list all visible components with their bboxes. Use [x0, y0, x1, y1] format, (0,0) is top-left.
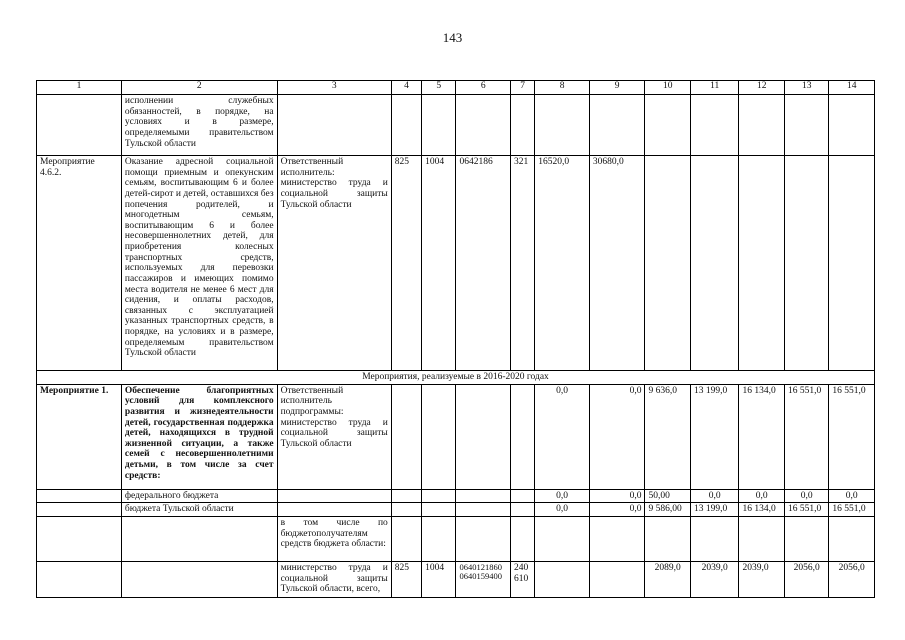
table-cell — [535, 95, 590, 156]
cell-line: 0640159400 — [459, 571, 502, 582]
cell-line: 240 — [514, 562, 529, 573]
table-cell — [511, 489, 535, 503]
table-cell: 0,0 — [535, 489, 590, 503]
table-cell — [511, 503, 535, 517]
activity-description: Обеспечение благоприятных условий для комплексного развития и жизнедеятельности детей, государственная поддержка детей, находящихся в трудной жизненной ситуации, а также семей с несовершеннолетними детьми, в том числе за счет средств: — [121, 384, 277, 489]
table-cell: 16 551,0 — [829, 503, 875, 517]
table-cell: 16 551,0 — [784, 503, 828, 517]
table-cell — [511, 516, 535, 561]
table-cell: 0,0 — [829, 489, 875, 503]
column-header: 9 — [589, 81, 645, 95]
table-cell: 0642186 — [456, 156, 511, 371]
table-cell — [391, 503, 421, 517]
column-header: 11 — [690, 81, 739, 95]
table-cell: 30680,0 — [589, 156, 645, 371]
table-cell: 16520,0 — [535, 156, 590, 371]
table-cell — [391, 489, 421, 503]
table-cell — [37, 503, 122, 517]
table-cell — [784, 516, 828, 561]
table-cell — [589, 516, 645, 561]
cell-line: 0640121860 — [459, 561, 502, 572]
table-row — [37, 95, 875, 156]
table-cell — [456, 561, 511, 597]
table-cell: 0,0 — [589, 384, 645, 489]
table-cell — [784, 95, 828, 156]
table-cell — [739, 95, 784, 156]
table-cell: 321 — [511, 156, 535, 371]
responsible-executor: Ответственный исполнитель: министерство труда и социальной защиты Тульской области — [277, 156, 391, 371]
table-cell — [456, 516, 511, 561]
table-cell — [535, 561, 590, 597]
table-cell: 0,0 — [784, 489, 828, 503]
table-cell — [690, 95, 739, 156]
column-header: 10 — [645, 81, 690, 95]
table-cell: 0,0 — [535, 384, 590, 489]
column-header: 12 — [739, 81, 784, 95]
table-cell — [391, 516, 421, 561]
column-header: 6 — [456, 81, 511, 95]
table-cell — [829, 516, 875, 561]
column-header: 3 — [277, 81, 391, 95]
table-cell — [37, 95, 122, 156]
budget-recipient: министерство труда и социальной защиты Тульской области, всего, — [277, 561, 391, 597]
activity-description: исполнении служебных обязанностей, в порядке, на условиях и в размере, определяемыми правительством Тульской области — [121, 95, 277, 156]
table-cell: 2056,0 — [784, 561, 828, 597]
column-header: 14 — [829, 81, 875, 95]
table-cell: 0,0 — [589, 503, 645, 517]
table-cell — [456, 489, 511, 503]
table-cell — [456, 503, 511, 517]
table-cell: 2089,0 — [645, 561, 690, 597]
table-row — [37, 561, 875, 597]
column-header: 7 — [511, 81, 535, 95]
table-cell: 16 134,0 — [739, 384, 784, 489]
activity-description: Оказание адресной социальной помощи приемным и опекунским семьям, воспитывающим 6 и более детей-сирот и детей, оставшихся без попечения родителей, и многодетным семьям, воспитывающим 6 и более несовершеннолетних детей, для приобретения колесных транспортных средств, используемых для перевозки пассажиров и имеющих помимо места водителя не менее 6 мест для сидения, и оплаты расходов, связанных с эксплуатацией указанных транспортных средств, в порядке, на условиях и в размере, определяемым правительством Тульской области — [121, 156, 277, 371]
table-cell — [37, 561, 122, 597]
table-cell — [784, 156, 828, 371]
table-cell — [422, 516, 456, 561]
table-row — [37, 156, 875, 371]
table-cell: 825 — [391, 156, 421, 371]
table-row — [37, 489, 875, 503]
section-row — [37, 371, 875, 385]
cell-line: 610 — [514, 573, 529, 584]
column-header: 1 — [37, 81, 122, 95]
table-cell — [690, 156, 739, 371]
table-cell — [535, 516, 590, 561]
budget-recipients-note: в том числе по бюджетополучателям средств бюджета области: — [277, 516, 391, 561]
activity-code: Мероприятие 1. — [37, 384, 122, 489]
table-cell: 9 636,0 — [645, 384, 690, 489]
table-cell — [277, 95, 391, 156]
column-header: 2 — [121, 81, 277, 95]
table-cell: 2039,0 — [690, 561, 739, 597]
table-cell — [456, 95, 511, 156]
table-cell: 0,0 — [535, 503, 590, 517]
table-cell — [511, 95, 535, 156]
table-cell — [589, 95, 645, 156]
table-cell: 1004 — [422, 561, 456, 597]
table-cell — [645, 156, 690, 371]
table-cell — [690, 516, 739, 561]
table-cell — [277, 503, 391, 517]
table-cell — [422, 95, 456, 156]
table-cell — [121, 516, 277, 561]
column-header-row — [37, 81, 875, 95]
table-cell: 2056,0 — [829, 561, 875, 597]
table-cell — [422, 489, 456, 503]
column-header: 4 — [391, 81, 421, 95]
activity-code: Мероприятие 4.6.2. — [37, 156, 122, 371]
section-title: Мероприятия, реализуемые в 2016-2020 годах — [37, 371, 875, 385]
table-cell — [829, 95, 875, 156]
page-number: 143 — [442, 30, 463, 45]
table-cell — [37, 489, 122, 503]
table-row — [37, 384, 875, 489]
table-cell — [391, 384, 421, 489]
table-cell: 50,00 — [645, 489, 690, 503]
column-header: 8 — [535, 81, 590, 95]
table-cell — [739, 516, 784, 561]
table-cell: 1004 — [422, 156, 456, 371]
table-cell — [511, 384, 535, 489]
table-row — [37, 516, 875, 561]
table-cell: 9 586,00 — [645, 503, 690, 517]
table-cell — [645, 516, 690, 561]
table-cell — [456, 384, 511, 489]
table-cell: 0,0 — [589, 489, 645, 503]
responsible-executor: Ответственный исполнитель подпрограммы: министерство труда и социальной защиты Тульской области — [277, 384, 391, 489]
table-cell: 13 199,0 — [690, 384, 739, 489]
table-cell: 16 134,0 — [739, 503, 784, 517]
table-cell: 0,0 — [690, 489, 739, 503]
table-cell — [645, 95, 690, 156]
budget-table — [36, 80, 875, 598]
column-header: 5 — [422, 81, 456, 95]
table-cell — [422, 384, 456, 489]
table-cell — [511, 561, 535, 597]
table-cell — [121, 561, 277, 597]
table-cell — [37, 516, 122, 561]
funding-source: бюджета Тульской области — [121, 503, 277, 517]
table-row — [37, 503, 875, 517]
table-cell: 0,0 — [739, 489, 784, 503]
table-cell — [422, 503, 456, 517]
table-cell — [391, 95, 421, 156]
table-cell: 825 — [391, 561, 421, 597]
table-cell: 13 199,0 — [690, 503, 739, 517]
table-cell: 16 551,0 — [829, 384, 875, 489]
table-cell — [739, 156, 784, 371]
table-cell — [829, 156, 875, 371]
column-header: 13 — [784, 81, 828, 95]
table-cell — [277, 489, 391, 503]
funding-source: федерального бюджета — [121, 489, 277, 503]
table-cell: 2039,0 — [739, 561, 784, 597]
table-cell — [589, 561, 645, 597]
table-cell: 16 551,0 — [784, 384, 828, 489]
